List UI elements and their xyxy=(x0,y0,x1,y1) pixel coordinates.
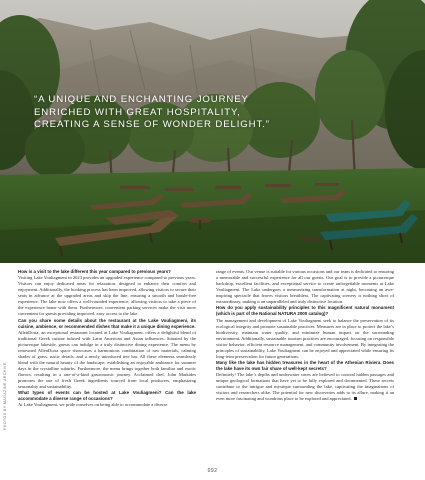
answer-1: Visiting Lake Vouliagmeni in 2023 provides an upgraded experience compared to previous years. Visitors can enjoy dedicated areas for relaxation, designed to enhance their comfort and enjoyment. Additionally, the booking process has been improved, allowing visitors to secure their seats in advance at the upgraded areas and skip the line, ensuring a smooth and hassle-free experience. The lake now offers a well-rounded experience, allowing visitors to take a piece of the experience home with them. Furthermore, convenient parking services make the visit more convenient for guests providing improved, easy access to the lake. xyxy=(18,275,196,317)
page-number: 092 xyxy=(207,468,218,474)
question-5: Many like the lake has hidden treasures in the heart of the Athenian Riviera. Does the lake have its own fair share of well-kept secrets? xyxy=(216,359,394,371)
question-1: How is a visit to the lake different this year compared to previous years? xyxy=(18,269,171,274)
answer-2: AllenDorta, an exceptional restaurant located at Lake Vouliagmeni, offers a delightful blend of traditional Greek cuisine infused with Latin American and Asian influences. Situated by the picturesque lakeside, guests can indulge in a truly distinctive dining experience. The menu by renowned AllenDorta space showcases a harmonious combination of raw materials, calming shades of grass, rustic details, and a newly introduced tree bar. All these elements seamlessly blend with the natural beauty of the landscape, establishing an enjoyable ambiance for summer days in the crystalline suburbs. Furthermore, the menu brings together both familiar and exotic flavors, resulting in a one-of-a-kind gastronomic journey. Acclaimed chef, John Markides promotes the use of fresh Greek ingredients sourced from local producers, emphasizing seasonality and sustainability. xyxy=(18,329,196,390)
answer-5-text: Definitely! The lake’s depths and underwater caves are believed to conceal hidden passages and unique geological formations that have yet to be fully explored and documented. These secrets contribute to the intrigue and mystique surrounding the lake, captivating the imaginations of visitors and researchers alike. The potential for new discoveries adds to its allure, making it an even more fascinating and wondrous place to be explored and appreciated. xyxy=(216,372,394,402)
right-column xyxy=(216,269,394,402)
pull-quote-line-3: CREATING A SENSE OF WONDER DELIGHT.” xyxy=(34,119,270,131)
pull-quote xyxy=(34,94,364,132)
answer-3-start: At Lake Vouliagmeni, we pride ourselves on being able to accommodate a diverse xyxy=(18,402,168,408)
question-4: How do you apply sustainability principles to this magnificent natural monument (which is part of the National NATURA 2000 catalog)? xyxy=(216,305,394,317)
pull-quote-line-1: “A UNIQUE AND ENCHANTING JOURNEY xyxy=(34,94,249,105)
question-3: What types of events can be hosted at Lake Vouliagmeni? Can the lake accommodate a diverse range of occasions? xyxy=(18,390,196,402)
answer-4: The management and development of Lake Vouliagmeni seek to balance the preservation of its ecological integrity and promote sustainable practices. Measures are in place to protect the lake’s biodiversity, maintain water quality, and minimize human impact on the surrounding environment. Additionally, sustainable tourism practices are encouraged, focusing on responsible visitor behavior, efficient resource management, and community involvement. By integrating the principles of sustainability, Lake Vouliagmeni can be enjoyed and appreciated while ensuring its long-term preservation for future generations. xyxy=(216,317,394,359)
question-2: Can you share some details about the restaurant at the Lake Vouliagmeni, its cuisine, ambience, or recommended dishes that make it a unique dining experience. xyxy=(18,317,196,329)
pull-quote-line-2: ENRICHED WITH GREAT HOSPITALITY, xyxy=(34,106,241,118)
photo-credit: PHOTOS BY MAGAZINE ARCHIVE xyxy=(3,362,7,430)
answer-3-continued: range of events. Our venue is suitable for various occasions and our team is dedicated to ensuring a memorable and successful experience for all our guests. Our goal is to provide a picturesque backdrop, excellent facilities, and exceptional service to create unforgettable moments at Lake Vouliagmeni. The Lake undergoes a mesmerizing transformation at night, becoming an awe-inspiring spectacle that leaves visitors breathless. The captivating scenery is nothing short of extraordinary, making it an unparalleled and truly distinctive location. xyxy=(216,269,394,305)
left-column xyxy=(18,269,196,408)
answer-5 xyxy=(216,372,394,402)
end-mark-icon xyxy=(354,397,357,400)
